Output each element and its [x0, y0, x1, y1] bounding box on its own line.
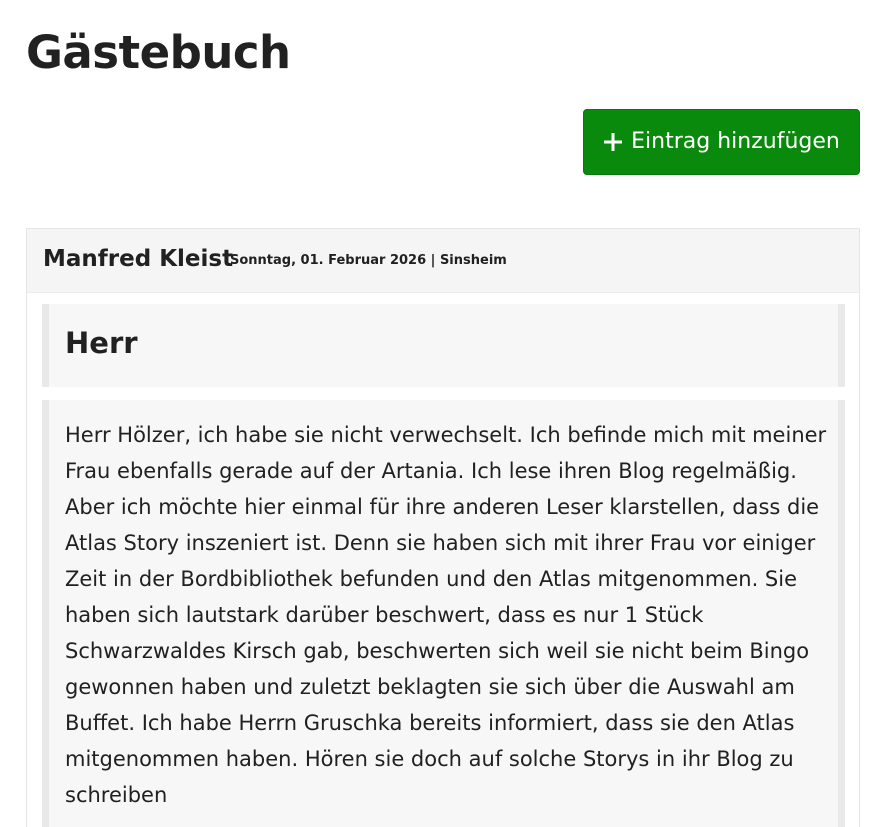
add-entry-label: Eintrag hinzufügen	[631, 129, 840, 154]
entry-subject: Herr	[65, 326, 138, 360]
guestbook-entry	[26, 228, 860, 827]
entry-message-box	[42, 400, 845, 827]
entry-author: Manfred Kleist	[43, 246, 234, 272]
entry-message: Herr Hölzer, ich habe sie nicht verwechselt. Ich befinde mich mit meiner Frau ebenfalls gerade auf der Artania. Ich lese ihren Blog regelmäßig. Aber ich möchte hier einmal für ihre anderen Leser klarstellen, dass die Atlas Story inszeniert ist. Denn sie haben sich mit ihrer Frau vor einiger Zeit in der Bordbibliothek befunden und den Atlas mitgenommen. Sie haben sich lautstark darüber beschwert, dass es nur 1 Stück Schwarzwaldes Kirsch gab, beschwerten sich weil sie nicht beim Bingo gewonnen haben und zuletzt beklagten sie sich über die Auswahl am Buffet. Ich habe Herrn Gruschka bereits informiert, dass sie den Atlas mitgenommen haben. Hören sie doch auf solche Storys in ihr Blog zu schreiben	[65, 423, 827, 807]
page-title: Gästebuch	[26, 26, 291, 79]
add-entry-button[interactable]	[583, 109, 860, 175]
entry-date-location: Sonntag, 01. Februar 2026 | Sinsheim	[230, 253, 507, 268]
plus-icon	[603, 132, 623, 152]
entry-header	[27, 229, 859, 293]
entry-subject-box	[42, 304, 845, 387]
